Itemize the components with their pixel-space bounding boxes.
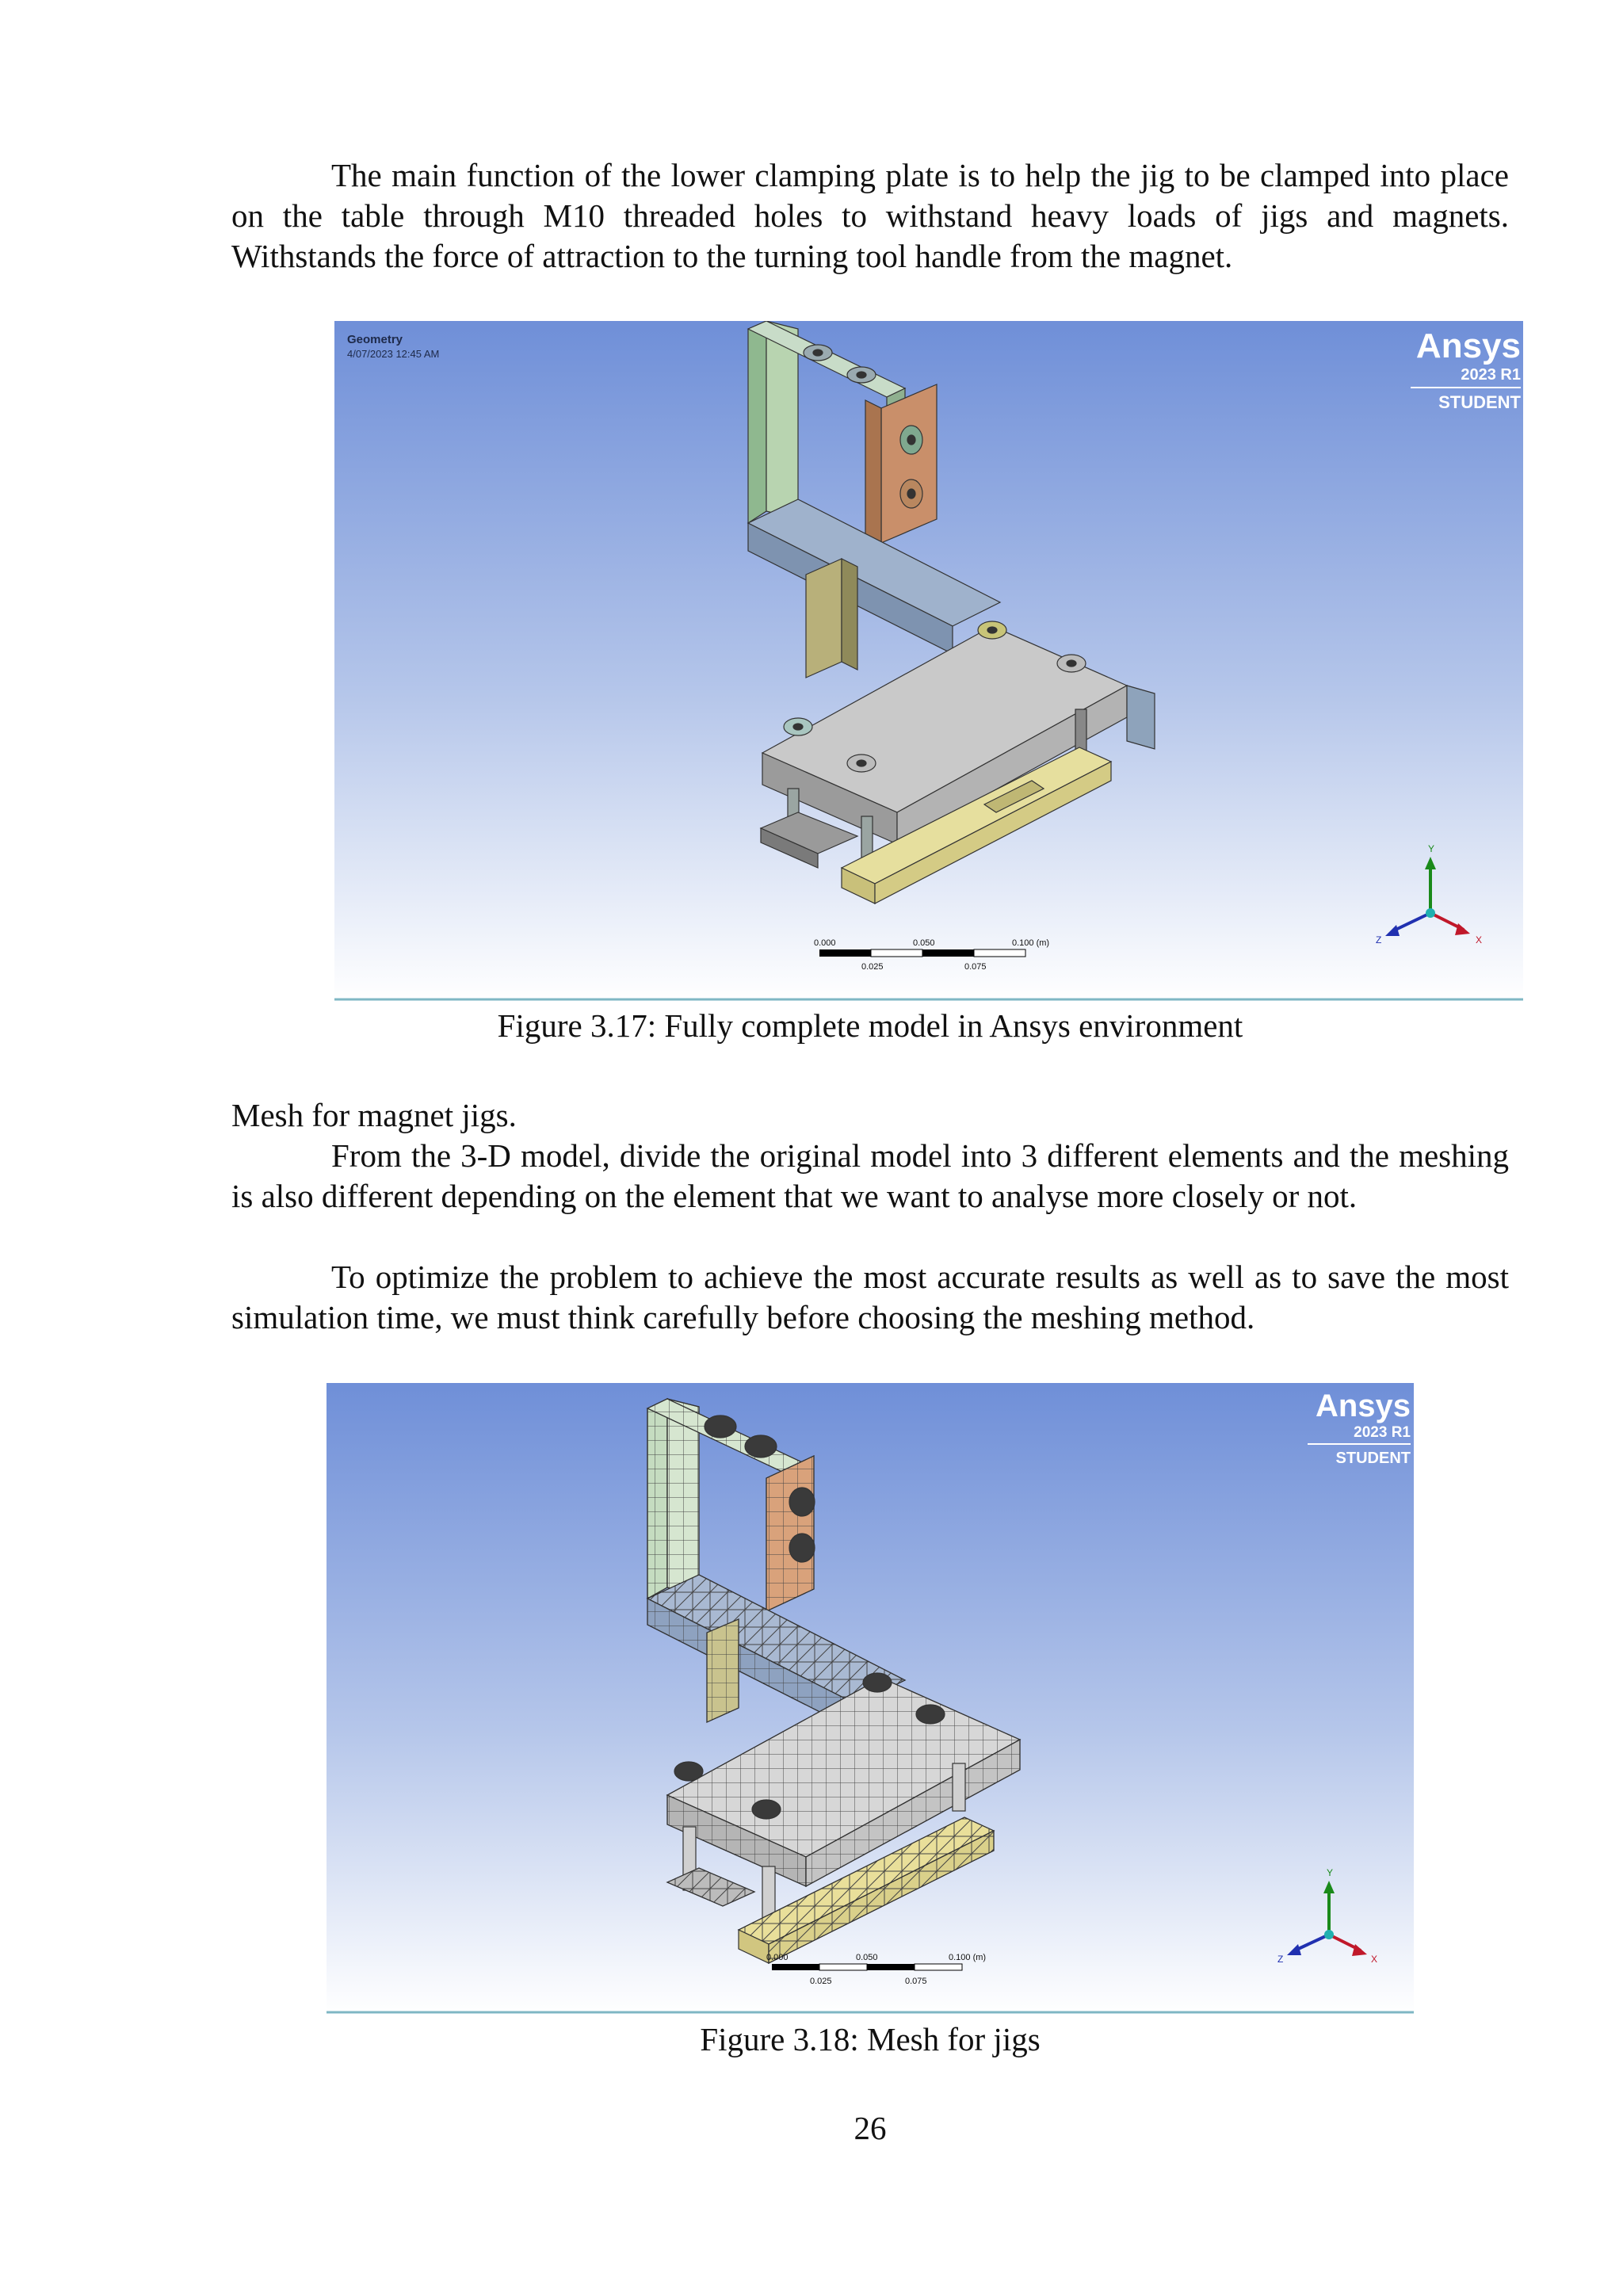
edition-label: STUDENT [1335, 1450, 1411, 1467]
axis-x-label: X [1371, 1954, 1378, 1965]
scale-label-075: 0.075 [964, 962, 987, 972]
scale-label-100: 0.100 (m) [1012, 938, 1050, 948]
scale-label-0: 0.000 [814, 938, 836, 948]
mesh-paragraph-2: To optimize the problem to achieve the most accurate results as well as to save the most simulation time, we must think carefully before choosing the meshing method. [231, 1259, 1509, 1335]
edition-label: STUDENT [1438, 392, 1521, 412]
scale-label-050: 0.050 [913, 938, 935, 948]
scale-label-0: 0.000 [766, 1953, 789, 1962]
intro-paragraph: The main function of the lower clamping plate is to help the jig to be clamped into place on the table through M10 threaded holes to withstand heavy loads of jigs and magnets. Withstands the force of attraction to the turning tool handle from the magnet. [231, 157, 1509, 274]
ansys-logo: Ansys [1315, 1389, 1411, 1423]
version-label: 2023 R1 [1354, 1424, 1411, 1441]
scale-label-025: 0.025 [861, 962, 884, 972]
version-label: 2023 R1 [1461, 366, 1521, 384]
figure1-caption: Figure 3.17: Fully complete model in Ansys environment [497, 1007, 1243, 1044]
figure2-caption: Figure 3.18: Mesh for jigs [700, 2021, 1041, 2057]
overlay-title: Geometry [347, 333, 403, 346]
axis-y-label: Y [1428, 843, 1435, 854]
axis-z-label: Z [1376, 934, 1382, 946]
axis-x-label: X [1476, 934, 1483, 946]
scale-label-075: 0.075 [905, 1977, 927, 1986]
figure-ansys-geometry [334, 321, 1523, 1001]
overlay-timestamp: 4/07/2023 12:45 AM [347, 348, 440, 360]
section-heading: Mesh for magnet jigs. [231, 1097, 517, 1133]
figure-ansys-mesh [327, 1383, 1414, 2014]
mesh-paragraph-1: From the 3-D model, divide the original model into 3 different elements and the meshing is also different depending on the element that we want to analyse more closely or not. [231, 1137, 1509, 1214]
page-number: 26 [854, 2110, 887, 2146]
scale-label-100: 0.100 (m) [949, 1953, 987, 1962]
axis-y-label: Y [1327, 1867, 1334, 1878]
scale-label-025: 0.025 [810, 1977, 832, 1986]
scale-label-050: 0.050 [856, 1953, 878, 1962]
ansys-logo: Ansys [1415, 327, 1521, 365]
axis-z-label: Z [1277, 1954, 1284, 1965]
